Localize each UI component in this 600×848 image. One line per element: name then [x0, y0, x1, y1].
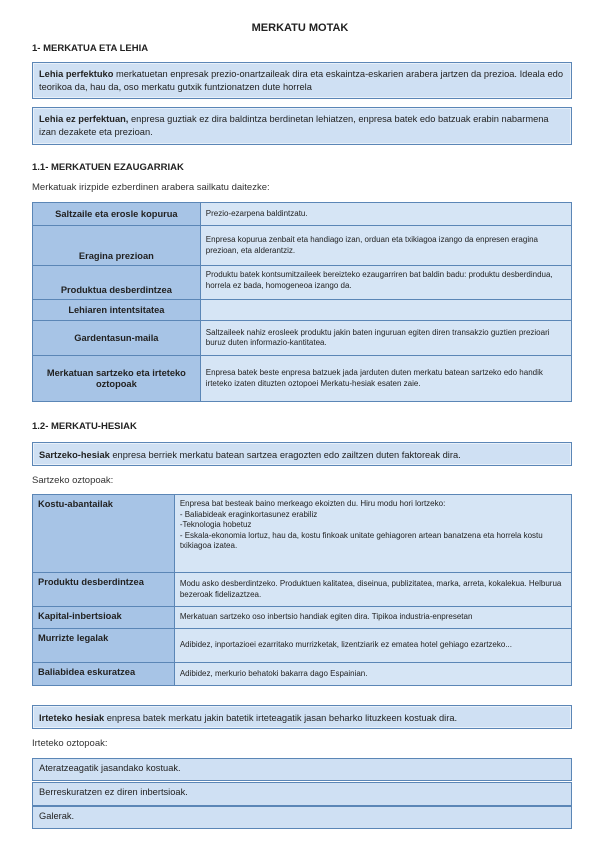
row-value: [174, 495, 571, 573]
table-row: [33, 321, 572, 356]
value-line: - Baliabideak eraginkortasunez erabiliz: [179, 509, 318, 519]
row-key: Lehiaren intentsitatea: [33, 300, 201, 321]
row-value: Enpresa kopurua zenbait eta handiago izan, orduan eta txikiagoa izango da enpresen eragina prezioan, eta alderantziz.: [200, 226, 571, 266]
section-heading-1-1: 1.1- MERKATUEN EZAUGARRIAK: [32, 162, 184, 173]
row-value: [200, 300, 571, 321]
entry-barriers-label: Sartzeko oztopoak:: [32, 475, 114, 486]
imperfect-competition-box: [32, 107, 572, 145]
row-value: Adibidez, inportazioei ezarritako murrizketak, lizentziarik ez ematea hotel gehiago ezartzeko...: [174, 629, 571, 663]
row-key: Murrizte legalak: [33, 629, 175, 663]
box-term: Sartzeko-hesiak: [39, 450, 110, 460]
row-key: Eragina prezioan: [33, 226, 201, 266]
table-row: [33, 495, 572, 573]
section-heading-1: 1- MERKATUA ETA LEHIA: [32, 43, 149, 54]
table-row: [33, 203, 572, 226]
exit-item: Ateratzeagatik jasandako kostuak.: [32, 758, 572, 781]
table-row: [33, 573, 572, 607]
box-term: Lehia ez perfektuan,: [39, 114, 129, 124]
box-text: enpresa batek merkatu jakin batetik irteteagatik jasan beharko lituzkeen kostuak dira.: [104, 713, 458, 723]
row-value: Saltzaileek nahiz erosleek produktu jakin baten inguruan egiten diren transakzio guztien prezioari buruz duten informazio-kantitatea.: [200, 321, 571, 356]
row-value: Adibidez, merkurio behatoki bakarra dago Espainian.: [174, 663, 571, 686]
box-text: merkatuetan enpresak prezio-onartzaileak dira eta eskaintza-eskarien arabera jartzen da prezioa. Ideala edo teorikoa da, hau da, oso merkatu gutxik funtzionatzen dute horrela: [39, 69, 564, 92]
table-row: [33, 629, 572, 663]
exit-barriers-label: Irteteko oztopoak:: [32, 738, 108, 749]
row-key: Merkatuan sartzeko eta irteteko oztopoak: [33, 356, 201, 402]
entry-barriers-table: [32, 494, 572, 686]
box-term: Lehia perfektuko: [39, 69, 114, 79]
exit-item: Berreskuratzen ez diren inbertsioak.: [32, 782, 572, 806]
table-row: [33, 607, 572, 629]
row-key: Kostu-abantailak: [33, 495, 175, 573]
value-line: -Teknologia hobetuz: [179, 520, 252, 529]
row-value: Modu asko desberdintzeko. Produktuen kalitatea, diseinua, publizitatea, marka, arreta, kokalekua. Helburua bezeroak fidelizaztzea.: [174, 573, 571, 607]
market-features-table: [32, 202, 572, 402]
section-intro: Merkatuak irizpide ezberdinen arabera sailkatu daitezke:: [32, 182, 270, 193]
row-value: Enpresa batek beste enpresa batzuek jada jarduten duten merkatu batean sartzeko edo handik irteteko izaten dituzten oztopoei Merkatu-hesiak esaten zaie.: [200, 356, 571, 402]
table-row: [33, 356, 572, 402]
page-title: MERKATU MOTAK: [251, 22, 349, 34]
table-row: [33, 266, 572, 300]
perfect-competition-box: [32, 62, 572, 99]
table-row: [33, 226, 572, 266]
value-line: Enpresa bat besteak baino merkeago ekoizten du. Hiru modu hori lortzeko:: [179, 499, 446, 508]
row-key: Saltzaile eta erosle kopurua: [33, 203, 201, 226]
box-text: enpresa berriek merkatu batean sartzea eragozten edo zailtzen duten faktoreak dira.: [109, 450, 461, 460]
exit-item: Galerak.: [32, 806, 572, 829]
entry-barriers-box: [32, 442, 572, 466]
table-row: [33, 300, 572, 321]
row-value: Prezio-ezarpena baldintzatu.: [200, 203, 571, 226]
table-row: [33, 663, 572, 686]
exit-barriers-box: [32, 705, 572, 729]
box-text: enpresa guztiak ez dira baldintza berdinetan lehiatzen, enpresa batek edo batzuak erabin nabarmena izan dezakete eta prezioan.: [39, 114, 549, 137]
row-value: Merkatuan sartzeko oso inbertsio handiak egiten dira. Tipikoa industria-enpresetan: [174, 607, 571, 629]
section-heading-1-2: 1.2- MERKATU-HESIAK: [32, 421, 137, 432]
row-key: Gardentasun-maila: [33, 321, 201, 356]
row-key: Produktu desberdintzea: [33, 573, 175, 607]
row-key: Baliabidea eskuratzea: [33, 663, 175, 686]
value-line: - Eskala-ekonomia lortuz, hau da, kostu finkoak unitate gehiagoren artean banatzena eta horrela kostu txikiagoa izatea.: [179, 530, 543, 550]
row-key: Produktua desberdintzea: [33, 266, 201, 300]
box-term: Irteteko hesiak: [39, 713, 105, 723]
row-key: Kapital-inbertsioak: [33, 607, 175, 629]
row-value: Produktu batek kontsumitzaileek bereizteko ezaugarriren bat baldin badu: produktu desberdindua, horrela ez bada, homogeneoa izango da.: [200, 266, 571, 300]
